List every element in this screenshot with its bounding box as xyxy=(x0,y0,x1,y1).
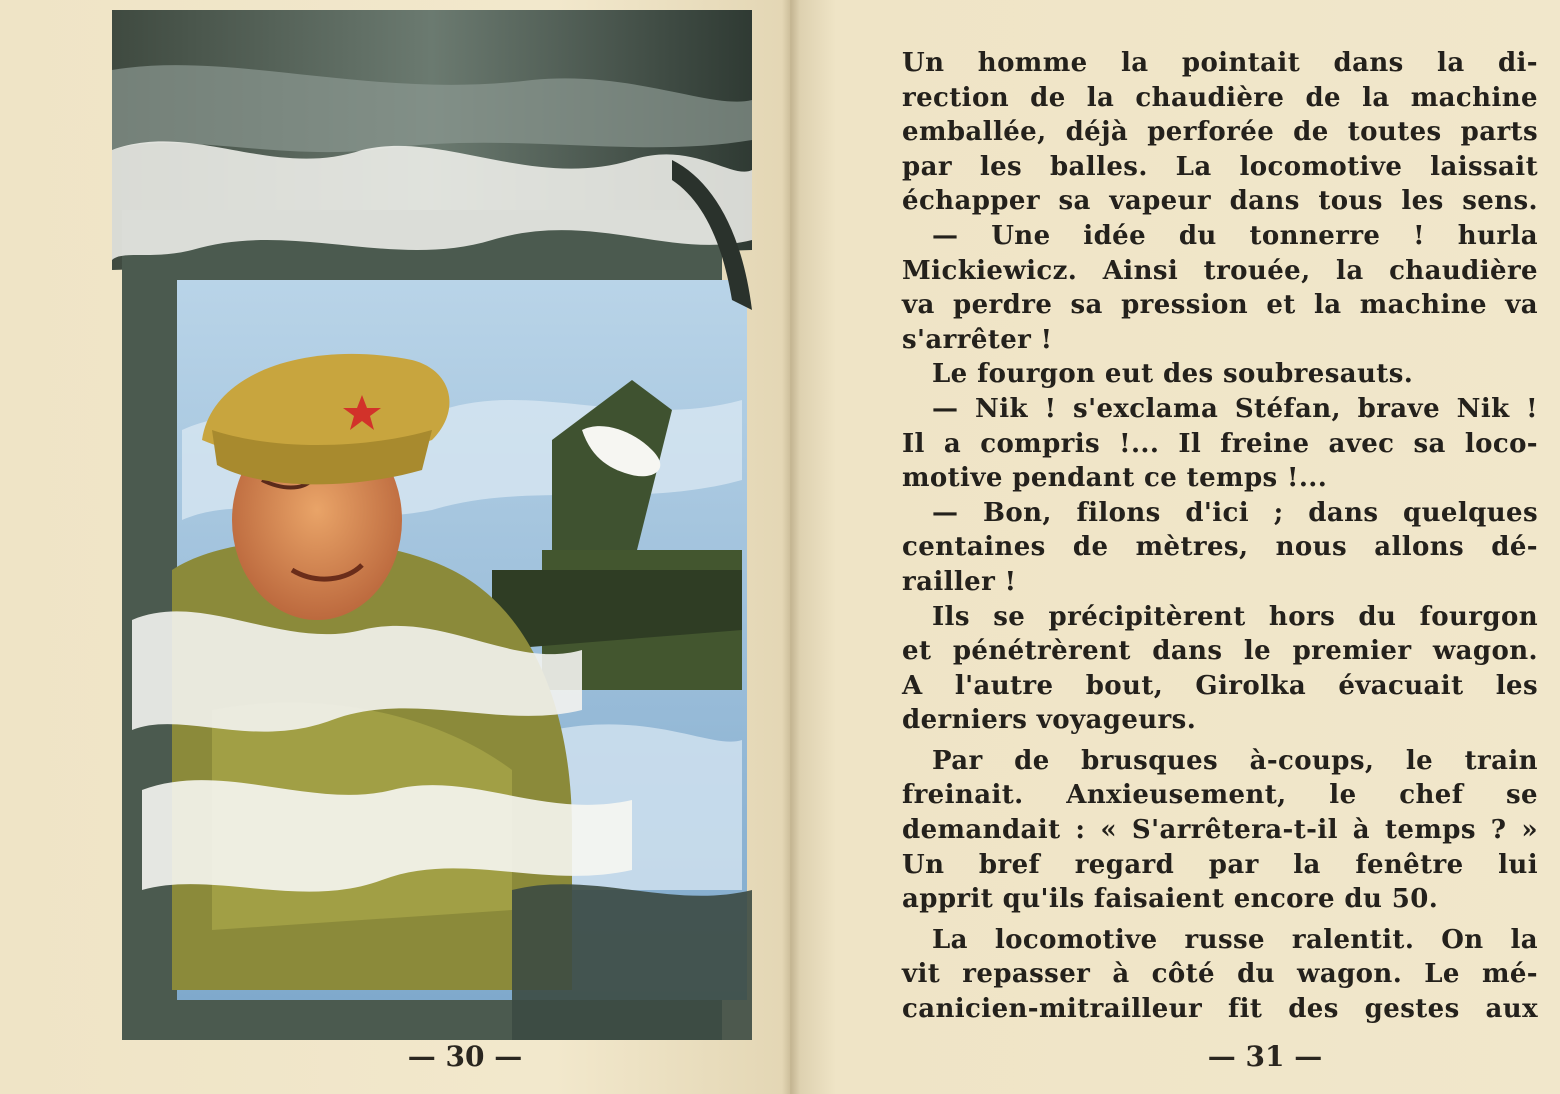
illustration-canvas xyxy=(112,10,752,1040)
text-line: s'arrêter ! xyxy=(902,324,1053,355)
text-line: — Une idée du tonnerre ! hurla xyxy=(932,220,1538,251)
text-line: — Bon, filons d'ici ; dans quelques xyxy=(932,497,1538,528)
page-number-right: — 31 — xyxy=(1207,1040,1323,1073)
text-line: Le fourgon eut des soubresauts. xyxy=(932,359,1414,390)
text-line: demandait : « S'arrêtera-t-il à temps ? » xyxy=(902,815,1538,846)
text-line: et pénétrèrent dans le premier wagon. xyxy=(902,636,1538,667)
text-line: Un bref regard par la fenêtre lui xyxy=(902,849,1538,880)
text-line: Il a compris !... Il freine avec sa loco- xyxy=(902,428,1538,459)
text-line: échapper sa vapeur dans tous les sens. xyxy=(902,186,1538,217)
text-line: apprit qu'ils faisaient encore du 50. xyxy=(902,884,1439,915)
text-line: railler ! xyxy=(902,566,1017,597)
text-line: vit repasser à côté du wagon. Le mé- xyxy=(902,959,1538,990)
text-line: Ils se précipitèrent hors du fourgon xyxy=(932,601,1538,632)
text-line: va perdre sa pression et la machine va xyxy=(902,290,1538,321)
text-line: — Nik ! s'exclama Stéfan, brave Nik ! xyxy=(932,393,1538,424)
text-line: centaines de mètres, nous allons dé- xyxy=(902,532,1538,563)
body-text xyxy=(902,46,1538,1027)
text-line: canicien-mitrailleur fit des gestes aux xyxy=(902,994,1538,1025)
text-line: freinait. Anxieusement, le chef se xyxy=(902,780,1538,811)
text-line: A l'autre bout, Girolka évacuait les xyxy=(902,670,1538,701)
text-line: motive pendant ce temps !... xyxy=(902,463,1328,494)
page-gutter xyxy=(782,0,800,1094)
text-line: Un homme la pointait dans la di- xyxy=(902,48,1538,78)
text-line: par les balles. La locomotive laissait xyxy=(902,151,1538,182)
page-number-left: — 30 — xyxy=(407,1040,523,1073)
text-line: emballée, déjà perforée de toutes parts xyxy=(902,117,1538,148)
text-line: Mickiewicz. Ainsi trouée, la chaudière xyxy=(902,255,1538,286)
text-line: derniers voyageurs. xyxy=(902,705,1197,736)
soldier-at-locomotive-window-illustration xyxy=(112,10,752,1040)
text-line: Par de brusques à-coups, le train xyxy=(932,745,1538,776)
text-line: rection de la chaudière de la machine xyxy=(902,82,1538,113)
text-line: La locomotive russe ralentit. On la xyxy=(932,924,1538,955)
